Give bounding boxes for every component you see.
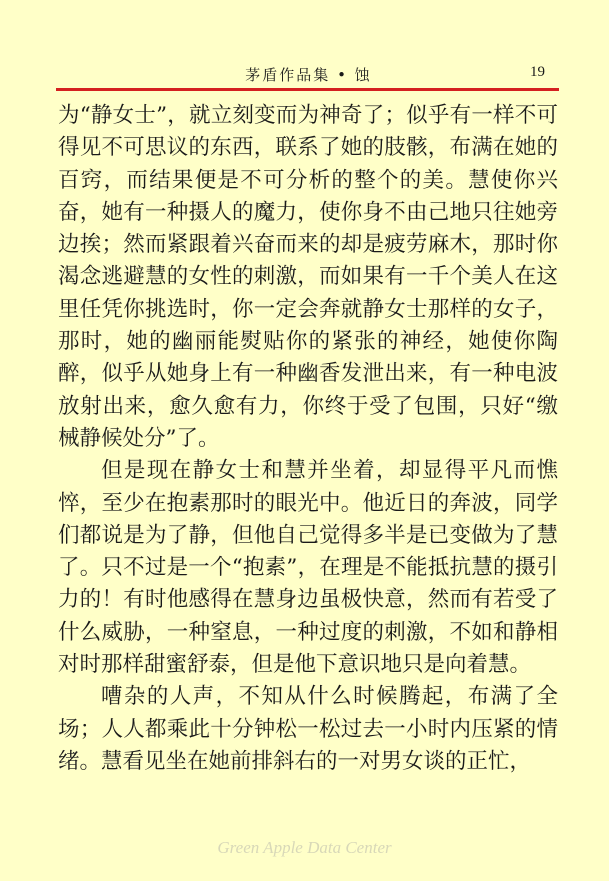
body-text — [58, 100, 558, 778]
paragraph: 为“静女士”，就立刻变而为神奇了；似乎有一样不可得见不可思议的东西，联系了她的肢骸，布满在她的百窍，而结果便是不可分析的整个的美。慧使你兴奋，她有一种摄人的魔力，使你身不由己地只往她旁边挨；然而紧跟着兴奋而来的却是疲劳麻木，那时你渴念逃避慧的女性的刺激，而如果有一千个美人在这里任凭你挑选时，你一定会奔就静女士那样的女子，那时，她的幽丽能熨贴你的紧张的神经，她使你陶醉，似乎从她身上有一种幽香发泄出来，有一种电波放射出来，愈久愈有力，你终于受了包围，只好“缴械静候处分”了。 — [58, 103, 558, 451]
page-number: 19 — [530, 64, 545, 80]
header-rule — [56, 88, 559, 91]
paragraph: 但是现在静女士和慧并坐着，却显得平凡而憔悴，至少在抱素那时的眼光中。他近日的奔波，同学们都说是为了静，但他自己觉得多半是已变做为了慧了。只不过是一个“抱素”，在理是不能抵抗慧的摄引力的！有时他感得在慧身边虽极快意，然而有若受了什么威胁，一种窒息，一种过度的刺激，不如和静相对时那样甜蜜舒泰，但是他下意识地只是向着慧。 — [58, 458, 558, 678]
book-title: 茅盾作品集 • 蚀 — [245, 66, 372, 84]
watermark: Green Apple Data Center — [217, 838, 392, 857]
running-header — [58, 64, 559, 88]
paragraph: 嘈杂的人声，不知从什么时候腾起，布满了全场；人人都乘此十分钟松一松过去一小时内压紧的情绪。慧看见坐在她前排斜右的一对男女谈的正忙， — [58, 684, 558, 774]
